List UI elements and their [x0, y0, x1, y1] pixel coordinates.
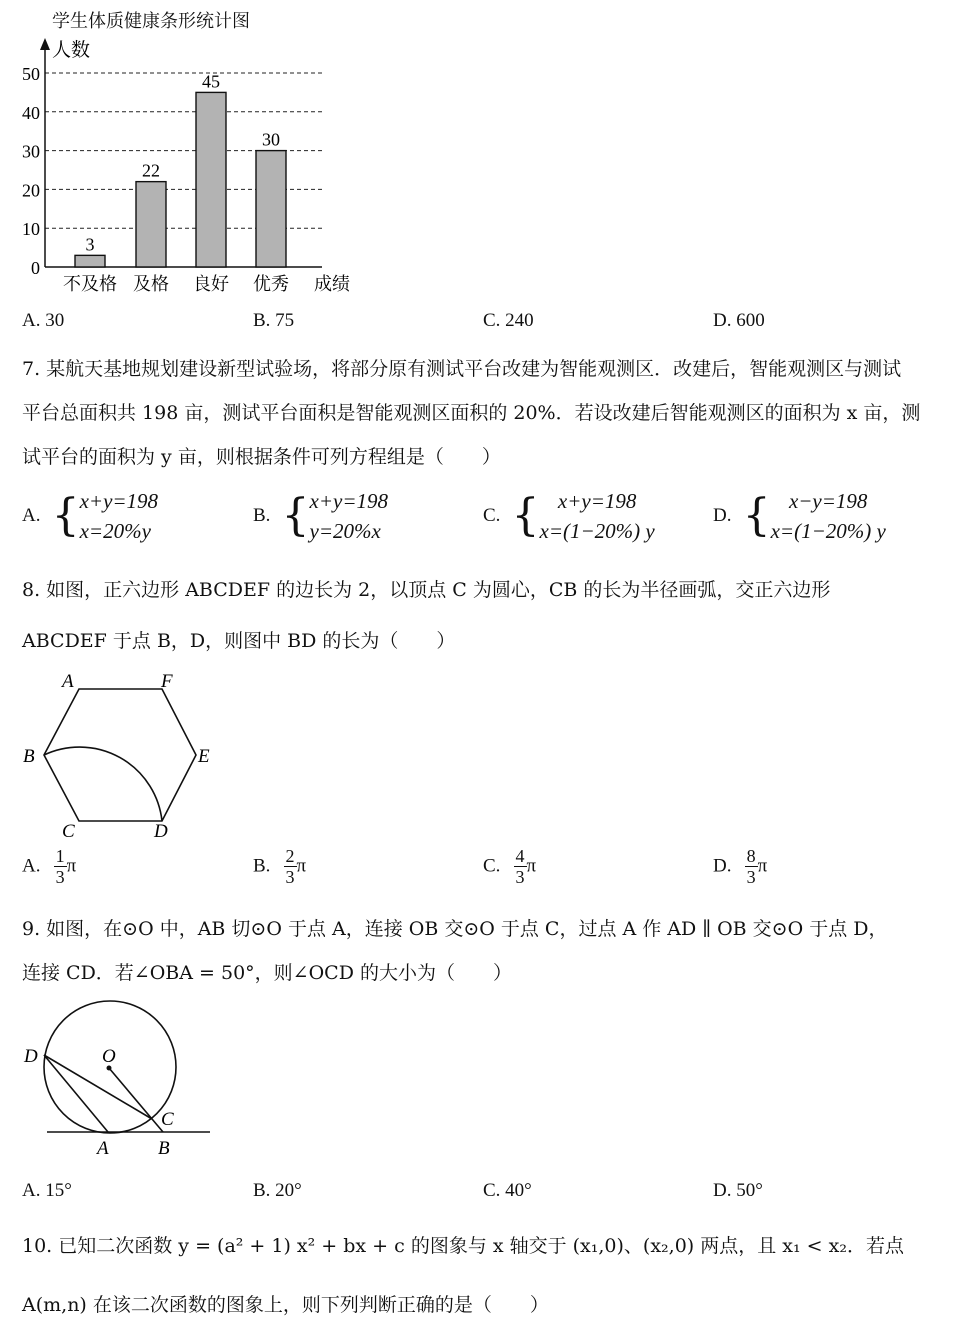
q7-option-a-label: A. [22, 505, 41, 526]
q8-c-pi: π [526, 855, 537, 877]
q7-b-eq1: x+y=198 [309, 489, 389, 513]
label-c: C [62, 821, 75, 842]
label-d: D [24, 1046, 38, 1067]
label-d: D [154, 821, 168, 842]
y-axis-label: 人数 [52, 40, 91, 61]
q7-option-c: C. { x+y=198 x=(1−20%) y [483, 486, 655, 546]
q7-a-eq2: x=20%y [79, 519, 151, 543]
q8-c-num: 4 [515, 846, 525, 866]
label-a: A [97, 1138, 109, 1159]
q8-a-label: A. [22, 855, 41, 877]
q8-b-num: 2 [285, 846, 295, 866]
y-tick-label: 20 [22, 180, 40, 201]
q7-option-c-label: C. [483, 505, 501, 526]
q8-stem-line1: 8. 如图，正六边形 ABCDEF 的边长为 2，以顶点 C 为圆心，CB 的长为半径画弧，交正六边形 [22, 579, 831, 601]
q9-option-d: D. 50° [713, 1180, 763, 1201]
hexagon-shape [44, 689, 196, 821]
q9-option-c: C. 40° [483, 1180, 532, 1201]
q10-stem-line1: 10. 已知二次函数 y = (a² + 1) x² + bx + c 的图象与 x 轴交于 (x₁,0)、(x₂,0) 两点，且 x₁ < x₂．若点 [22, 1235, 904, 1257]
label-o: O [102, 1046, 116, 1067]
q8-d-label: D. [713, 855, 732, 877]
q6-option-a: A. 30 [22, 310, 65, 331]
y-tick-label: 50 [22, 64, 40, 84]
q6-option-d: D. 600 [713, 310, 765, 331]
q9-option-b: B. 20° [253, 1180, 302, 1201]
x-axis-label: 成绩 [314, 274, 350, 294]
label-b: B [158, 1138, 170, 1159]
q8-a-num: 1 [55, 846, 65, 866]
q8-a-den: 3 [55, 867, 65, 887]
q7-option-d-label: D. [713, 505, 732, 526]
y-axis-arrow [40, 38, 50, 50]
y-tick-label: 40 [22, 102, 40, 123]
q9-stem-line1: 9. 如图，在⊙O 中，AB 切⊙O 于点 A，连接 OB 交⊙O 于点 C，过点 A 作 AD ∥ OB 交⊙O 于点 D， [22, 918, 888, 940]
q7-b-eq2: y=20%x [309, 519, 381, 543]
q7-option-a: A. { x+y=198 x=20%y [22, 486, 158, 546]
q8-b-den: 3 [285, 867, 295, 887]
x-tick-label: 良好 [193, 274, 229, 294]
label-a: A [62, 671, 74, 692]
q8-d-num: 8 [746, 846, 756, 866]
q7-option-b-label: B. [253, 505, 271, 526]
q7-option-d: D. { x−y=198 x=(1−20%) y [713, 486, 886, 546]
q6-option-c: C. 240 [483, 310, 534, 331]
segment-ad [44, 1055, 108, 1132]
bar [196, 92, 226, 267]
bar [136, 182, 166, 267]
data-label: 45 [202, 71, 220, 92]
q8-a-pi: π [66, 855, 77, 877]
data-label: 30 [262, 129, 280, 150]
q8-d-den: 3 [746, 867, 756, 887]
q7-stem-line3: 试平台的面积为 y 亩，则根据条件可列方程组是（ ） [22, 446, 501, 468]
q9-stem-line2: 连接 CD．若∠OBA = 50°，则∠OCD 的大小为（ ） [22, 962, 512, 984]
label-b: B [23, 746, 35, 767]
q6-option-b: B. 75 [253, 310, 295, 331]
y-tick-label: 0 [31, 258, 40, 278]
x-tick-label: 优秀 [253, 274, 289, 294]
q8-stem-line2: ABCDEF 于点 B，D，则图中 BD 的长为（ ） [22, 630, 456, 652]
q8-b-pi: π [296, 855, 307, 877]
q8-b-label: B. [253, 855, 271, 877]
q8-d-pi: π [757, 855, 768, 877]
q8-option-d [713, 846, 767, 887]
q7-c-eq2: x=(1−20%) y [539, 519, 655, 543]
hexagon-figure [10, 665, 230, 845]
q8-option-a [22, 846, 76, 887]
q7-stem-line2: 平台总面积共 198 亩，测试平台面积是智能观测区面积的 20%．若设改建后智能观测区的面积为 x 亩，测 [22, 402, 921, 424]
circle-figure [10, 995, 230, 1165]
q7-d-eq1: x−y=198 [788, 489, 868, 513]
x-tick-label: 不及格 [63, 274, 117, 294]
q8-c-label: C. [483, 855, 501, 877]
bar [256, 151, 286, 267]
arc-bd [44, 747, 162, 821]
x-tick-label: 及格 [133, 274, 169, 294]
q7-option-b: B. { x+y=198 y=20%x [253, 486, 388, 546]
q7-stem-line1: 7. 某航天基地规划建设新型试验场，将部分原有测试平台改建为智能观测区．改建后，智能观测区与测试 [22, 358, 902, 380]
bar [75, 255, 105, 267]
q8-option-c [483, 846, 536, 887]
q7-c-eq1: x+y=198 [557, 489, 637, 513]
y-tick-label: 30 [22, 141, 40, 162]
label-e: E [198, 746, 210, 767]
segment-ob [109, 1068, 163, 1132]
q7-d-eq2: x=(1−20%) y [770, 519, 886, 543]
q10-stem-line2: A(m,n) 在该二次函数的图象上，则下列判断正确的是（ ） [22, 1294, 549, 1316]
data-label: 22 [142, 160, 160, 181]
chart-title: 学生体质健康条形统计图 [52, 11, 250, 32]
q7-a-eq1: x+y=198 [79, 489, 159, 513]
label-c: C [161, 1109, 174, 1130]
bar-chart [0, 0, 370, 300]
data-label: 3 [85, 234, 95, 255]
q8-c-den: 3 [515, 867, 525, 887]
label-f: F [161, 671, 173, 692]
y-tick-label: 10 [22, 219, 40, 240]
q9-option-a: A. 15° [22, 1180, 72, 1201]
q8-option-b [253, 846, 306, 887]
